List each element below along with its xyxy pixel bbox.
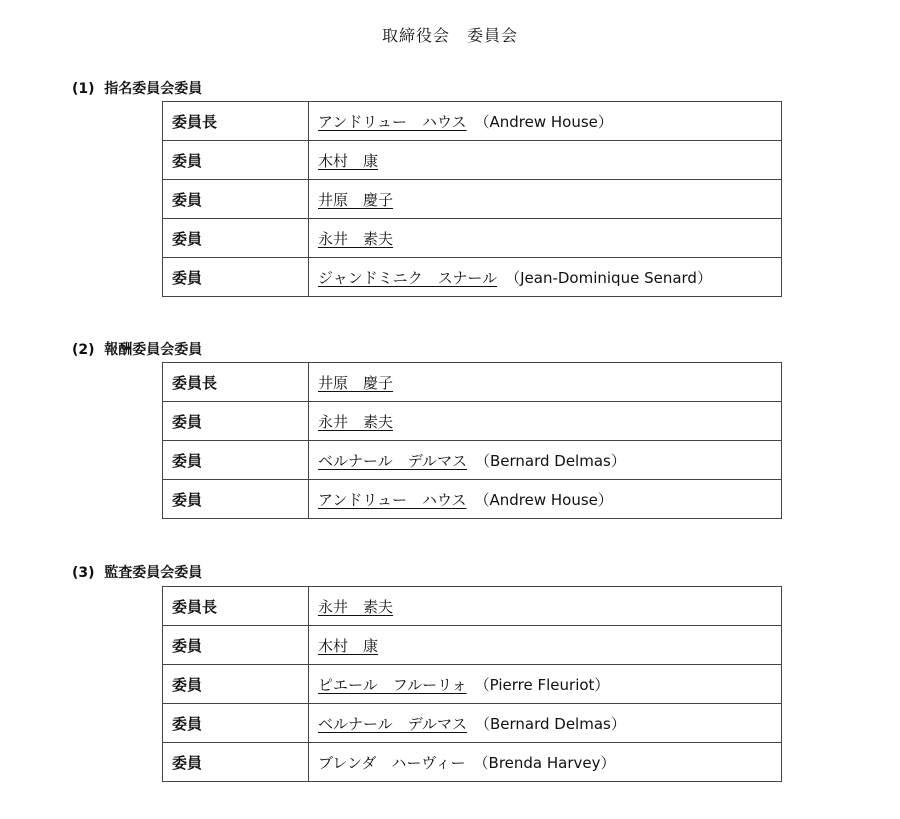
member-name-en: （Andrew House） — [474, 490, 613, 509]
member-name-jp: アンドリュー ハウス — [318, 112, 467, 131]
member-name-en: （Jean-Dominique Senard） — [505, 268, 712, 287]
role-cell: 委員 — [163, 180, 309, 219]
role-cell: 委員 — [163, 480, 309, 519]
member-cell — [309, 441, 782, 480]
member-cell — [309, 102, 782, 141]
member-name-jp: ブレンダ ハーヴィー — [318, 753, 466, 772]
page-title: 取締役会 委員会 — [381, 26, 518, 45]
table-row — [163, 665, 782, 704]
table-row — [163, 480, 782, 519]
member-cell — [309, 219, 782, 258]
member-cell — [309, 180, 782, 219]
member-cell — [309, 402, 782, 441]
table-row — [163, 219, 782, 258]
table-row — [163, 180, 782, 219]
table-row — [163, 587, 782, 626]
table-row — [163, 141, 782, 180]
member-name-en: （Pierre Fleuriot） — [474, 675, 610, 694]
table-row — [163, 626, 782, 665]
member-name-jp: 木村 康 — [318, 636, 379, 655]
member-cell — [309, 480, 782, 519]
member-name-jp: ジャンドミニク スナール — [318, 268, 498, 287]
member-cell — [309, 141, 782, 180]
table-row — [163, 704, 782, 743]
compensation-committee-table — [162, 362, 782, 519]
member-name-en: （Andrew House） — [474, 112, 613, 131]
member-name-jp: ベルナール デルマス — [318, 714, 467, 733]
role-cell: 委員 — [163, 141, 309, 180]
member-cell — [309, 665, 782, 704]
member-cell — [309, 743, 782, 782]
member-name-jp: アンドリュー ハウス — [318, 490, 467, 509]
member-cell — [309, 258, 782, 297]
member-name-jp: 永井 素夫 — [318, 597, 394, 616]
member-name-jp: ピエール フルーリォ — [318, 675, 467, 694]
role-cell: 委員 — [163, 402, 309, 441]
role-cell: 委員 — [163, 743, 309, 782]
role-cell: 委員 — [163, 219, 309, 258]
member-name-jp: ベルナール デルマス — [318, 451, 467, 470]
table-row — [163, 363, 782, 402]
table-row — [163, 102, 782, 141]
member-cell — [309, 363, 782, 402]
nomination-committee-table — [162, 101, 782, 297]
member-cell — [309, 704, 782, 743]
section-heading-compensation: (2) 報酬委員会委員 — [72, 342, 203, 358]
role-cell: 委員 — [163, 665, 309, 704]
role-cell: 委員長 — [163, 363, 309, 402]
table-row — [163, 258, 782, 297]
section-heading-nomination: (1) 指名委員会委員 — [72, 81, 203, 97]
member-cell — [309, 587, 782, 626]
member-name-en: （Bernard Delmas） — [474, 714, 626, 733]
role-cell: 委員長 — [163, 102, 309, 141]
role-cell: 委員長 — [163, 587, 309, 626]
member-name-jp: 永井 素夫 — [318, 229, 394, 248]
role-cell: 委員 — [163, 441, 309, 480]
role-cell: 委員 — [163, 704, 309, 743]
member-name-jp: 井原 慶子 — [318, 373, 394, 392]
table-row — [163, 743, 782, 782]
member-cell — [309, 626, 782, 665]
audit-committee-table — [162, 586, 782, 782]
member-name-jp: 永井 素夫 — [318, 412, 394, 431]
table-row — [163, 402, 782, 441]
member-name-en: （Brenda Harvey） — [473, 753, 616, 772]
member-name-en: （Bernard Delmas） — [474, 451, 626, 470]
role-cell: 委員 — [163, 626, 309, 665]
member-name-jp: 井原 慶子 — [318, 190, 394, 209]
member-name-jp: 木村 康 — [318, 151, 379, 170]
table-row — [163, 441, 782, 480]
section-heading-audit: (3) 監査委員会委員 — [72, 565, 203, 581]
role-cell: 委員 — [163, 258, 309, 297]
